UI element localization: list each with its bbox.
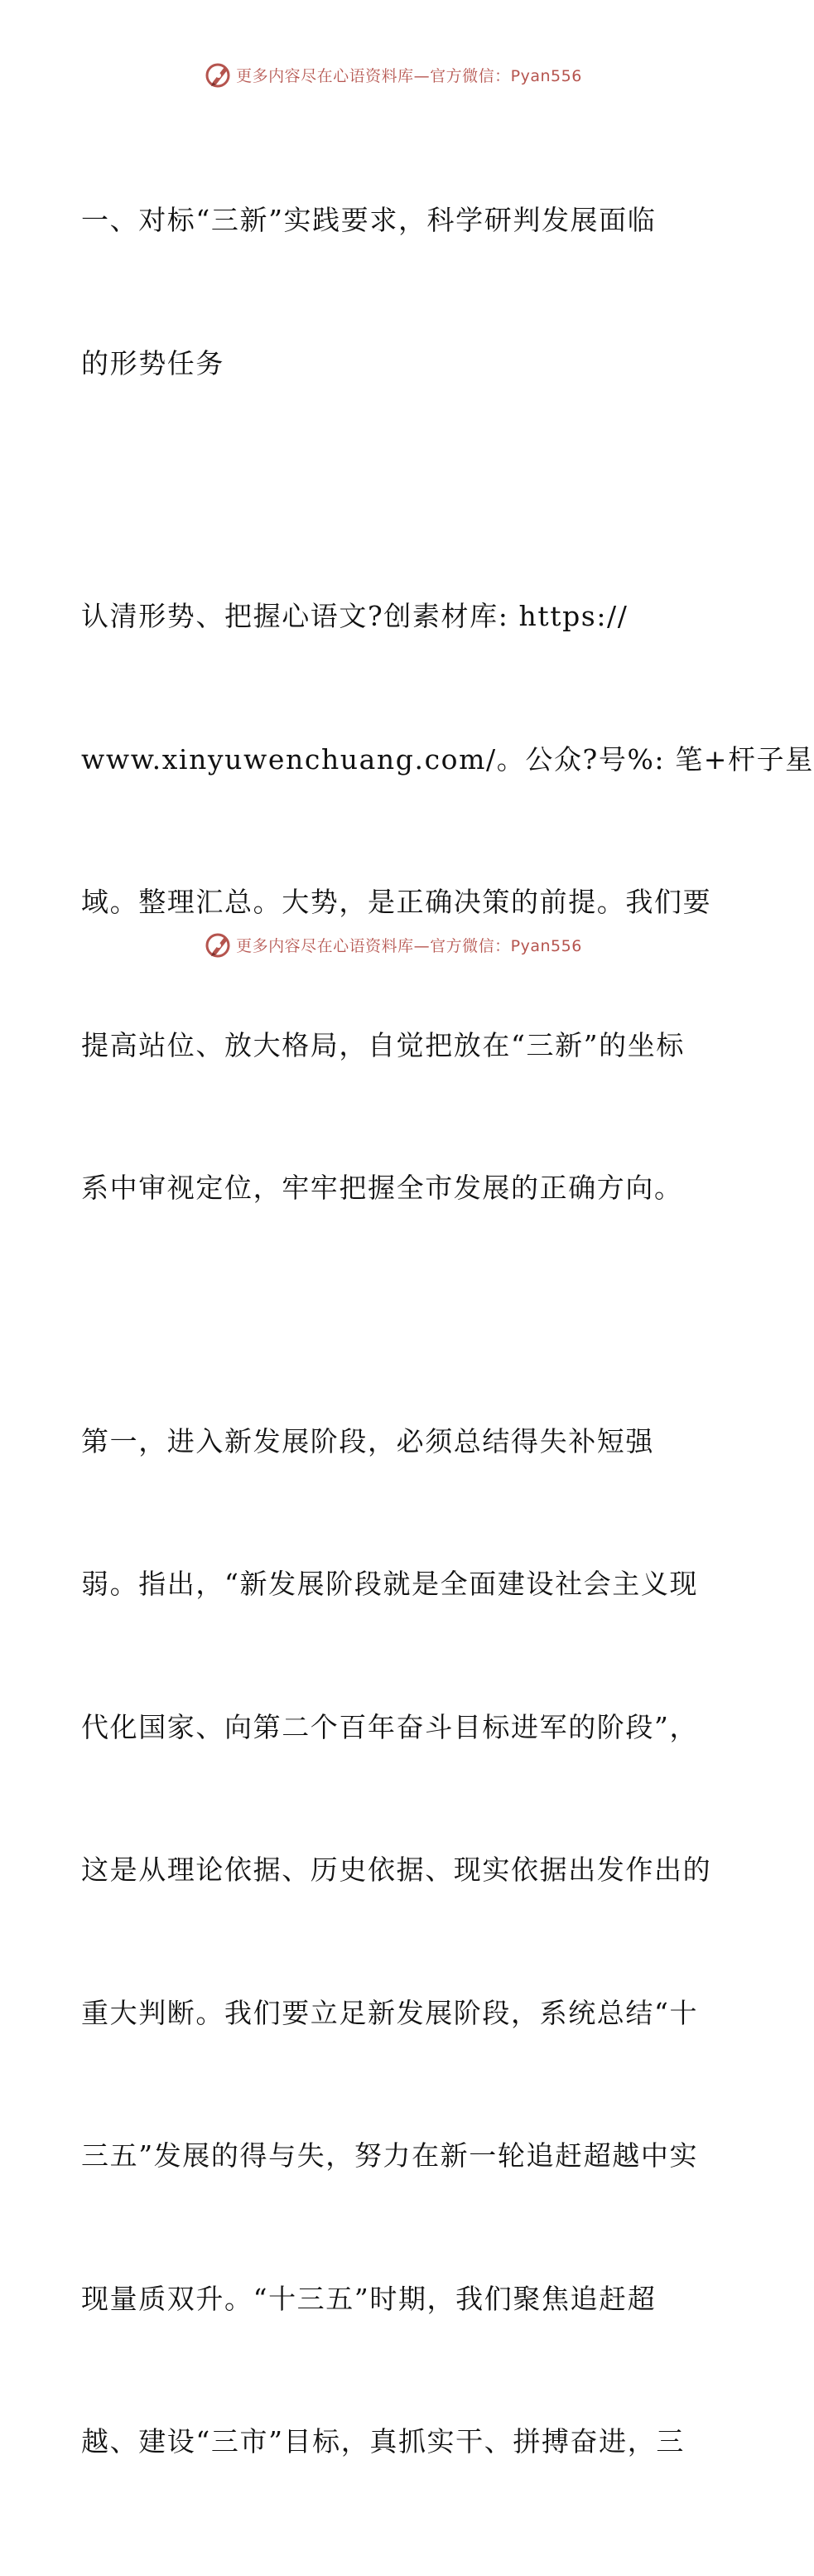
paragraph-line: 弱。指出，“新发展阶段就是全面建设社会主义现 xyxy=(81,1568,699,1600)
header-banner xyxy=(0,58,787,91)
heading-line: 的形势任务 xyxy=(81,346,224,379)
document-body xyxy=(81,101,814,2576)
paragraph-line: 认清形势、把握心语文?创素材库: https:// xyxy=(81,600,629,632)
paragraph xyxy=(81,1322,712,2561)
paragraph-line: 系中审视定位，牢牢把握全市发展的正确方向。 xyxy=(81,1172,683,1204)
paragraph-line: 现量质双升。“十三五”时期，我们聚焦追赶超 xyxy=(81,2282,657,2315)
banner-text: 更多内容尽在心语资料库—官方微信：Pyan556 xyxy=(236,936,582,955)
paragraph-line: 提高站位、放大格局，自觉把放在“三新”的坐标 xyxy=(81,1028,685,1061)
banner-text: 更多内容尽在心语资料库—官方微信：Pyan556 xyxy=(236,66,582,85)
pen-logo-icon xyxy=(205,930,233,959)
paragraph-line: www.xinyuwenchuang.com/。公众?号%: 笔+杆子星 xyxy=(81,742,814,776)
paragraph-line: 三五”发展的得与失，努力在新一轮追赶超越中实 xyxy=(81,2139,699,2172)
paragraph-line: 重大判断。我们要立足新发展阶段，系统总结“十 xyxy=(81,1996,699,2029)
section-heading xyxy=(81,101,704,482)
paragraph-line: 越、建设“三市”目标，真抓实干、拼搏奋进，三 xyxy=(81,2425,685,2458)
paragraph-line: 第一，进入新发展阶段，必须总结得失补短强 xyxy=(81,1424,654,1457)
paragraph-line: 代化国家、向第二个百年奋斗目标进军的阶段”， xyxy=(81,1710,699,1743)
footer-banner xyxy=(0,928,787,961)
heading-line: 一、对标“三新”实践要求，科学研判发展面临 xyxy=(81,204,657,236)
paragraph xyxy=(81,497,814,1307)
paragraph-line: 域。整理汇总。大势，是正确决策的前提。我们要 xyxy=(81,886,712,918)
paragraph-line: 这是从理论依据、历史依据、现实依据出发作出的 xyxy=(81,1853,712,1886)
pen-logo-icon xyxy=(205,60,233,89)
